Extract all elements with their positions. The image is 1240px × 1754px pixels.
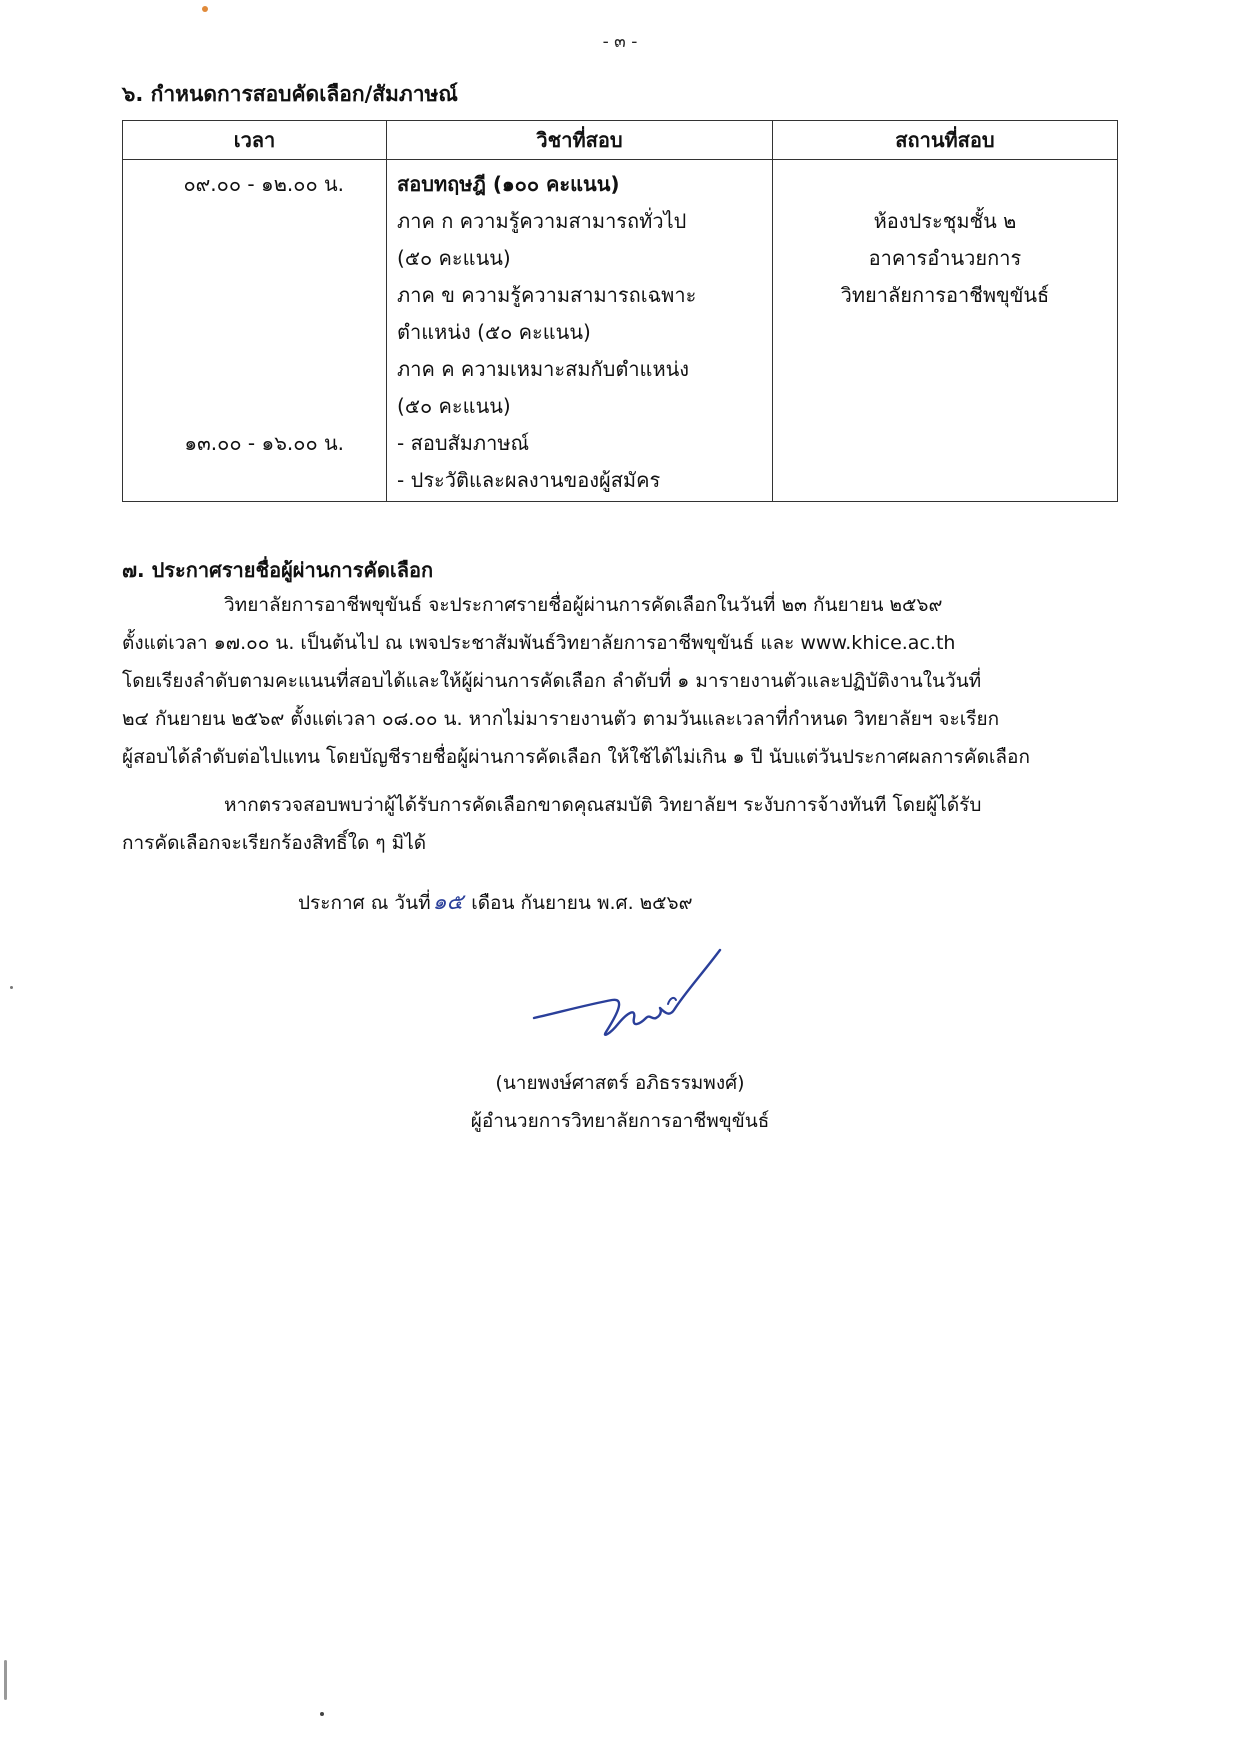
subject-line: ภาค ก ความรู้ความสามารถทั่วไป: [397, 209, 687, 233]
signatory-title: ผู้อำนวยการวิทยาลัยการอาชีพขุขันธ์: [470, 1110, 770, 1132]
paragraph-line: ๒๔ กันยายน ๒๕๖๙ ตั้งแต่เวลา ๐๘.๐๐ น. หากไม่มารายงานตัว ตามวันและเวลาที่กำหนด วิทยาลัยฯ จะเรียก: [122, 708, 1000, 730]
venue-line: อาคารอำนวยการ: [868, 246, 1022, 270]
paragraph-line: การคัดเลือกจะเรียกร้องสิทธิ์ใด ๆ มิได้: [122, 832, 427, 854]
paragraph-line: หากตรวจสอบพบว่าผู้ได้รับการคัดเลือกขาดคุณสมบัติ วิทยาลัยฯ ระงับการจ้างทันที โดยผู้ได้รับ: [224, 794, 982, 816]
venue-line: ห้องประชุมชั้น ๒: [873, 209, 1017, 233]
signatory-name: (นายพงษ์ศาสตร์ อภิธรรมพงศ์): [495, 1072, 745, 1094]
subject-line: ภาค ค ความเหมาะสมกับตำแหน่ง: [397, 357, 690, 381]
paragraph-line: ตั้งแต่เวลา ๑๗.๐๐ น. เป็นต้นไป ณ เพจประชาสัมพันธ์วิทยาลัยการอาชีพขุขันธ์ และ www.khice.ac.th: [122, 632, 956, 654]
header-venue: สถานที่สอบ: [772, 121, 1117, 160]
section6-heading: ๖. กำหนดการสอบคัดเลือก/สัมภาษณ์: [122, 82, 458, 106]
results-paragraph: [122, 586, 1118, 776]
subject-line: ภาค ข ความรู้ความสามารถเฉพาะ: [397, 283, 697, 307]
paragraph-line: โดยเรียงลำดับตามคะแนนที่สอบได้และให้ผู้ผ่านการคัดเลือก ลำดับที่ ๑ มารายงานตัวและปฏิบัติงานในวันที่: [122, 670, 982, 692]
paragraph-line: วิทยาลัยการอาชีพขุขันธ์ จะประกาศรายชื่อผู้ผ่านการคัดเลือกในวันที่ ๒๓ กันยายน ๒๕๖๙: [224, 594, 943, 616]
scan-edge-mark: [4, 1660, 7, 1700]
exam-schedule-table: [122, 120, 1118, 502]
venue-line: วิทยาลัยการอาชีพขุขันธ์: [840, 283, 1050, 307]
table-row: [123, 160, 1118, 502]
morning-time: ๐๙.๐๐ - ๑๒.๐๐ น.: [183, 172, 345, 196]
disqualification-paragraph: [122, 786, 1118, 862]
section7-heading: ๗. ประกาศรายชื่อผู้ผ่านการคัดเลือก: [122, 558, 434, 582]
scan-speck: [320, 1712, 324, 1716]
afternoon-time: ๑๓.๐๐ - ๑๖.๐๐ น.: [184, 431, 345, 455]
scan-speck: [10, 986, 13, 989]
announcement-suffix: เดือน กันยายน พ.ศ. ๒๕๖๙: [471, 892, 693, 914]
portfolio-line: - ประวัติและผลงานของผู้สมัคร: [397, 468, 661, 492]
header-time: เวลา: [123, 121, 387, 160]
theory-exam-line: สอบทฤษฎี (๑๐๐ คะแนน): [397, 172, 620, 196]
header-subject: วิชาที่สอบ: [387, 121, 773, 160]
announcement-prefix: ประกาศ ณ วันที่: [298, 892, 431, 914]
subject-cell: [387, 160, 773, 502]
scan-speck: [202, 6, 208, 12]
signature-image: [520, 938, 740, 1058]
announcement-date: [298, 884, 693, 919]
interview-line: - สอบสัมภาษณ์: [397, 431, 530, 455]
handwritten-day: ๑๕: [432, 890, 464, 915]
subject-line: (๕๐ คะแนน): [397, 394, 511, 418]
paragraph-line: ผู้สอบได้ลำดับต่อไปแทน โดยบัญชีรายชื่อผู้ผ่านการคัดเลือก ให้ใช้ได้ไม่เกิน ๑ ปี นับแต่วันประกาศผลการคัดเลือก: [122, 746, 1030, 768]
subject-line: ตำแหน่ง (๕๐ คะแนน): [397, 320, 591, 344]
venue-cell: [772, 160, 1117, 502]
subject-line: (๕๐ คะแนน): [397, 246, 511, 270]
page-number: - ๓ -: [602, 32, 638, 52]
time-cell: [123, 160, 387, 502]
table-header-row: [123, 121, 1118, 160]
